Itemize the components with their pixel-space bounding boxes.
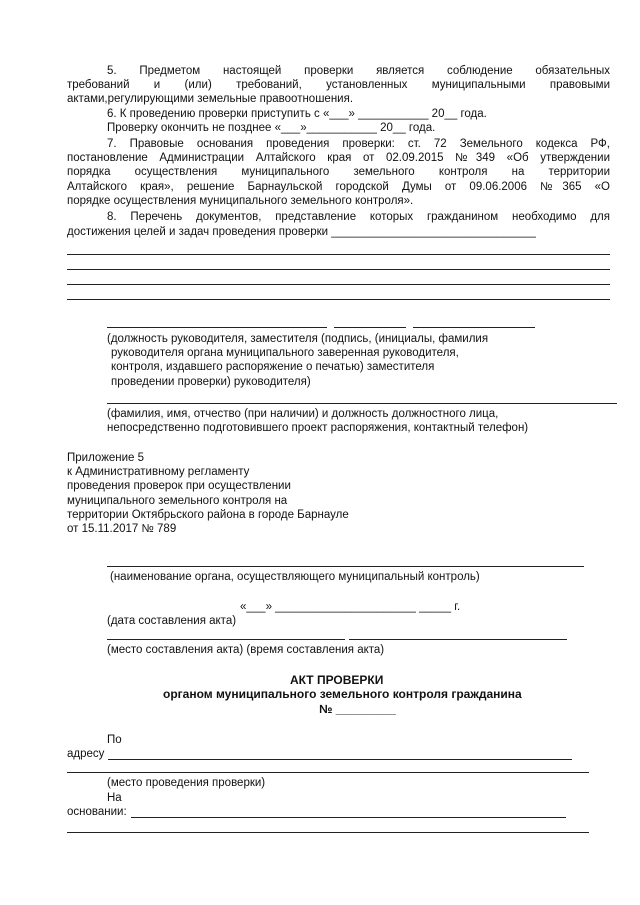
- address-second-line: [67, 772, 589, 773]
- appendix-line-6: от 15.11.2017 № 789: [67, 523, 177, 535]
- basis-na: На: [107, 792, 122, 804]
- basis-fill-line: [131, 817, 566, 818]
- p7-line-3: порядка осуществления муниципального земельного контроля на территории: [67, 166, 610, 178]
- signature-line-initials: [413, 327, 535, 328]
- preparer-caption-1: (фамилия, имя, отчество (при наличии) и должность должностного лица,: [107, 408, 499, 420]
- p7-line-5: порядке осуществления муниципального земельного контроля».: [67, 195, 414, 207]
- signature-caption-2: руководителя органа муниципального заверенная руководителя,: [111, 347, 459, 359]
- date-caption: (дата составления акта): [107, 615, 237, 627]
- place-time-caption: (место составления акта) (время составления акта): [107, 644, 385, 656]
- blank-line-2: [67, 269, 610, 270]
- basis-label: основании:: [67, 806, 127, 818]
- signature-caption-4: проведении проверки) руководителя): [111, 376, 311, 388]
- address-caption: (место проведения проверки): [107, 777, 266, 789]
- blank-line-3: [67, 284, 610, 285]
- act-title: АКТ ПРОВЕРКИ: [290, 673, 384, 687]
- place-line: [107, 639, 345, 640]
- p8-line-1: 8. Перечень документов, представление которых гражданином необходимо для: [107, 211, 610, 223]
- p5-line-1: 5. Предметом настоящей проверки является соблюдение обязательных: [107, 65, 610, 77]
- address-label: адресу: [67, 748, 105, 760]
- address-fill-line: [108, 759, 572, 760]
- appendix-line-5: территории Октябрьского района в городе Барнауле: [67, 509, 349, 521]
- signature-line-sign: [334, 327, 406, 328]
- appendix-line-3: проведения проверок при осуществлении: [67, 480, 291, 492]
- p6-end-date: Проверку окончить не позднее «___»___________ 20__ года.: [107, 122, 436, 134]
- blank-line-4: [67, 299, 610, 300]
- organ-name-caption: (наименование органа, осуществляющего муниципальный контроль): [110, 571, 480, 583]
- appendix-title: Приложение 5: [67, 452, 145, 464]
- appendix-line-4: муниципального земельного контроля на: [67, 495, 288, 507]
- p7-line-1: 7. Правовые основания проведения проверки: ст. 72 Земельного кодекса РФ,: [107, 138, 610, 150]
- signature-caption-3: контроля, издавшего распоряжение о печатью) заместителя: [111, 361, 435, 373]
- appendix-line-2: к Административному регламенту: [67, 466, 250, 478]
- organ-name-line: [107, 566, 584, 567]
- p8-line-2: достижения целей и задач проведения проверки ________________________________: [67, 226, 536, 238]
- signature-line-position: [107, 327, 327, 328]
- time-line: [349, 639, 567, 640]
- blank-line-1: [67, 254, 610, 255]
- p5-line-3: актами,регулирующими земельные правоотношения.: [67, 93, 354, 105]
- p7-line-2: постановление Администрации Алтайского края от 02.09.2015 №349 «Об утверждении: [67, 152, 610, 164]
- act-subtitle: органом муниципального земельного контроля гражданина: [163, 687, 522, 701]
- p7-line-4: Алтайского края», решение Барнаульской городской Думы от 09.06.2006 №365 «О: [67, 181, 610, 193]
- p6-start-date: 6. К проведению проверки приступить с «___» ___________ 20__ года.: [107, 108, 487, 120]
- address-po: По: [107, 734, 122, 746]
- preparer-caption-2: непосредственно подготовившего проект распоряжения, контактный телефон): [107, 422, 529, 434]
- date-line: «___» ______________________ _____ г.: [240, 601, 461, 613]
- preparer-line: [107, 403, 617, 404]
- basis-second-line: [67, 832, 589, 833]
- act-number: № _________: [319, 702, 396, 716]
- signature-caption-1: (должность руководителя, заместителя (подпись, (инициалы, фамилия: [107, 333, 489, 345]
- p5-line-2: требований и (или) требований, установленных муниципальными правовыми: [67, 79, 610, 91]
